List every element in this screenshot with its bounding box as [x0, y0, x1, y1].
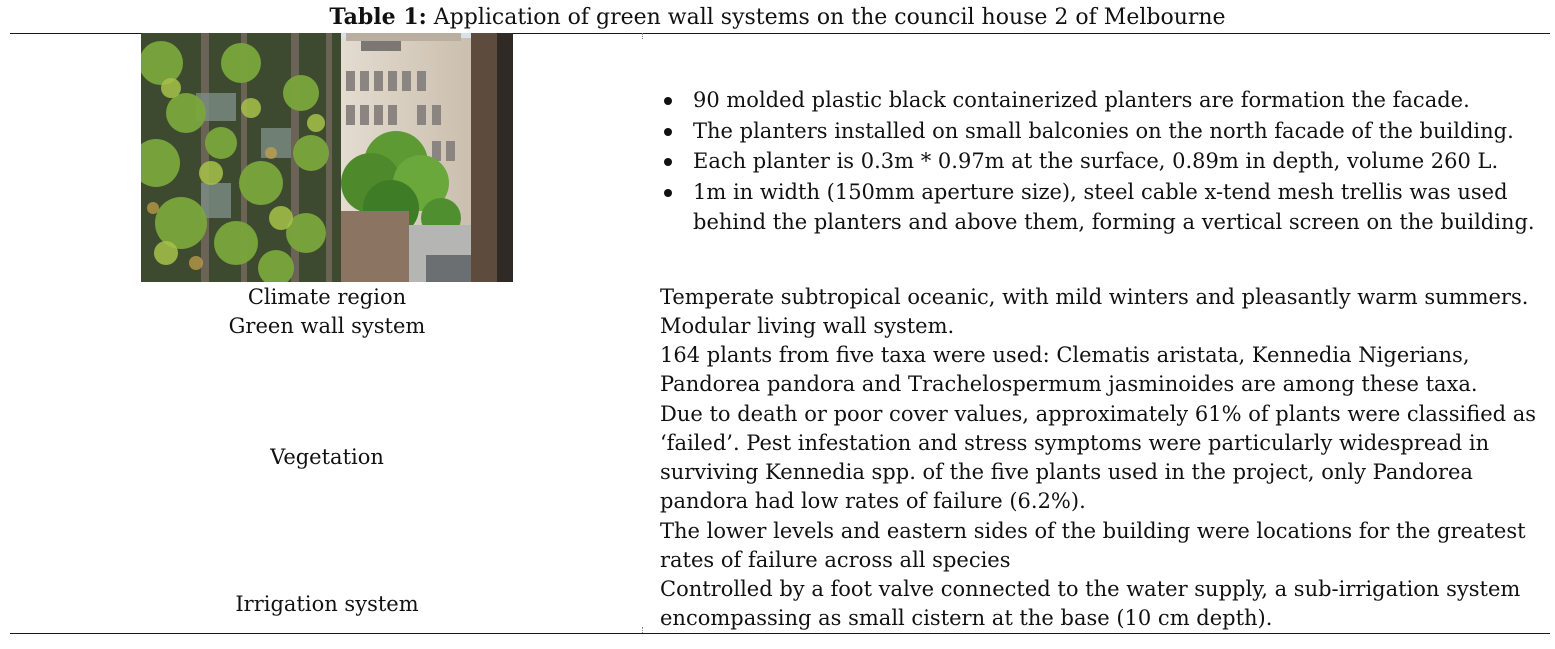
list-item	[660, 85, 1540, 116]
column-divider-bottom	[642, 627, 643, 633]
vegetation-label: Vegetation	[270, 445, 384, 469]
green-wall-system-value: Modular living wall system.	[660, 314, 955, 338]
bullet-icon	[664, 97, 672, 105]
vegetation-value	[660, 341, 1540, 575]
bullet-text: The planters installed on small balconies on the north facade of the building.	[693, 118, 1514, 143]
column-divider-top	[642, 33, 643, 39]
bullet-text: 90 molded plastic black containerized planters are formation the facade.	[693, 88, 1470, 112]
vegetation-paragraph: 164 plants from five taxa were used: Clematis aristata, Kennedia Nigerians, Pandorea pandora and Trachelospermum jasminoides are among these taxa.	[660, 343, 1478, 397]
vegetation-paragraph: The lower levels and eastern sides of the building were locations for the greatest rates of failure across all species	[660, 518, 1526, 573]
green-wall-system-label: Green wall system	[228, 314, 426, 338]
list-item	[660, 116, 1540, 147]
caption-text: Application of green wall systems on the council house 2 of Melbourne	[426, 5, 1226, 30]
bullet-icon	[664, 128, 672, 136]
bullet-text: Each planter is 0.3m * 0.97m at the surface, 0.89m in depth, volume 260 L.	[693, 149, 1499, 173]
bullet-icon	[664, 158, 672, 166]
vegetation-paragraph: Due to death or poor cover values, approximately 61% of plants were classified as ‘failed’. Pest infestation and stress symptoms were particularly widespread in surviving Kennedia spp. of the five plants used in the project, only Pandorea pandora had low rates of failure (6.2%).	[660, 401, 1537, 514]
climate-region-value: Temperate subtropical oceanic, with mild winters and pleasantly warm summers.	[660, 285, 1529, 309]
climate-region-label: Climate region	[247, 285, 407, 309]
facade-bullet-list	[660, 85, 1540, 238]
caption-prefix: Table 1:	[329, 4, 427, 30]
irrigation-system-label: Irrigation system	[235, 592, 419, 616]
list-item	[660, 177, 1540, 238]
bullet-icon	[664, 189, 672, 197]
green-wall-photo	[141, 33, 513, 282]
irrigation-system-value: Controlled by a foot valve connected to the water supply, a sub-irrigation system encompassing as small cistern at the base (10 cm depth).	[660, 577, 1521, 631]
table-caption	[0, 2, 1555, 33]
bullet-text: 1m in width (150mm aperture size), steel cable x-tend mesh trellis was used behind the planters and above them, forming a vertical screen on the building.	[693, 179, 1535, 234]
list-item	[660, 146, 1540, 177]
